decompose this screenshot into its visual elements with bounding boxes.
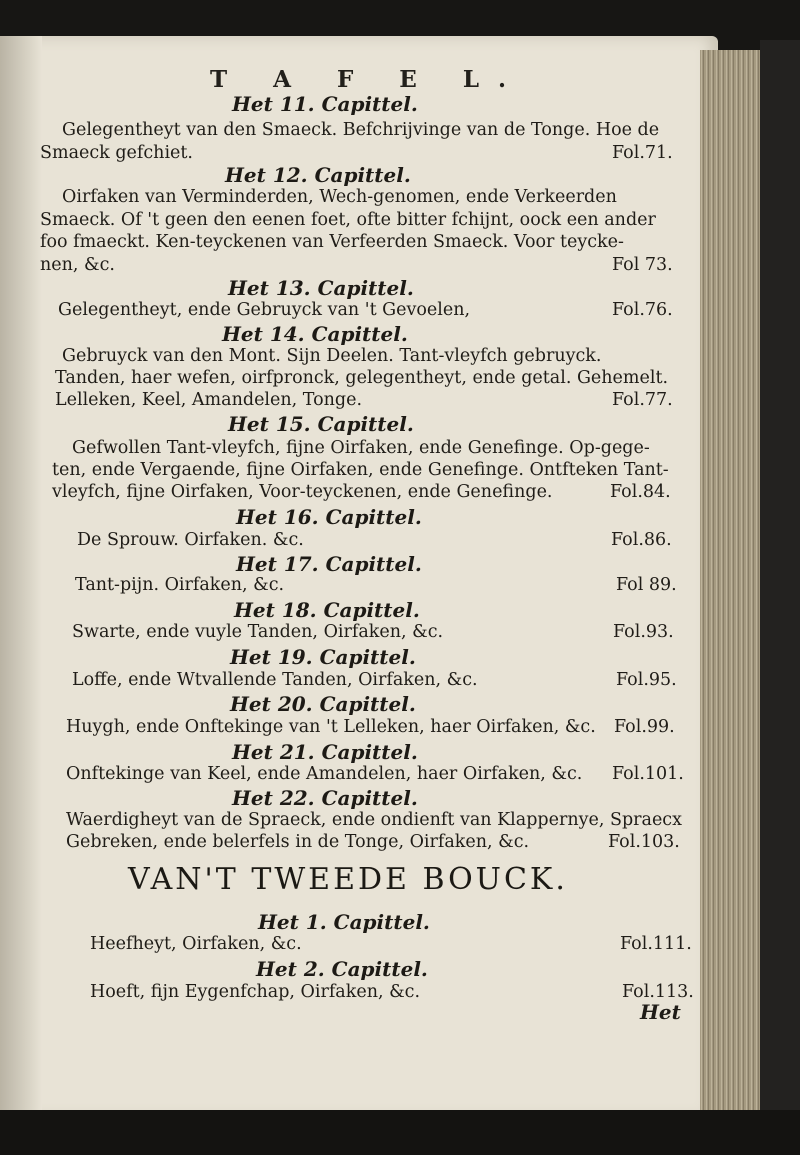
chapter-text: Hoeft, fijn Eygenfchap, Oirfaken, &c. — [90, 982, 421, 1002]
chapter-text: Gebreken, ende belerfels in de Tonge, Oirfaken, &c. — [66, 832, 530, 852]
chapter-text: Gebruyck van den Mont. Sijn Deelen. Tant-vleyfch gebruyck. — [62, 346, 602, 366]
folio-ref: Fol.113. — [622, 982, 694, 1002]
chapter-heading: Het 17. Capittel. — [236, 552, 422, 576]
folio-ref: Fol.95. — [616, 670, 677, 690]
folio-ref: Fol.93. — [613, 622, 674, 642]
folio-ref: Fol.99. — [614, 717, 675, 737]
chapter-heading: Het 19. Capittel. — [230, 645, 416, 669]
folio-ref: Fol.84. — [610, 482, 671, 502]
chapter-text: De Sprouw. Oirfaken. &c. — [77, 530, 304, 550]
chapter-text: Tanden, haer wefen, oirfpronck, gelegentheyt, ende getal. Gehemelt. — [55, 368, 669, 388]
chapter-text: foo fmaeckt. Ken-teyckenen van Verfeerden Smaeck. Voor teycke- — [40, 232, 624, 252]
chapter-text: Tant-pijn. Oirfaken, &c. — [75, 575, 285, 595]
chapter-text: Waerdigheyt van de Spraeck, ende ondienft van Klappernye, Spraecx — [66, 810, 682, 830]
folio-ref: Fol.76. — [612, 300, 673, 320]
chapter-text: Huygh, ende Onftekinge van 't Lelleken, haer Oirfaken, &c. — [66, 717, 596, 737]
chapter-heading: Het 14. Capittel. — [222, 322, 408, 346]
catchword: Het — [640, 1000, 681, 1024]
folio-ref: Fol.77. — [612, 390, 673, 410]
book-heading: VAN'T TWEEDE BOUCK. — [128, 862, 568, 897]
chapter-heading: Het 11. Capittel. — [232, 92, 418, 116]
folio-ref: Fol.86. — [611, 530, 672, 550]
folio-ref: Fol.103. — [608, 832, 680, 852]
chapter-text: Swarte, ende vuyle Tanden, Oirfaken, &c. — [72, 622, 444, 642]
chapter-heading: Het 13. Capittel. — [228, 276, 414, 300]
page-gutter — [0, 36, 42, 1118]
page-title: T A F E L. — [210, 66, 526, 93]
chapter-heading: Het 16. Capittel. — [236, 505, 422, 529]
chapter-text: Gelegentheyt, ende Gebruyck van 't Gevoelen, — [58, 300, 471, 320]
chapter-heading: Het 20. Capittel. — [230, 692, 416, 716]
chapter-heading: Het 2. Capittel. — [256, 957, 428, 981]
chapter-heading: Het 18. Capittel. — [234, 598, 420, 622]
folio-ref: Fol.111. — [620, 934, 692, 954]
folio-ref: Fol.71. — [612, 143, 673, 163]
chapter-heading: Het 12. Capittel. — [225, 163, 411, 187]
chapter-text: ten, ende Vergaende, fijne Oirfaken, ende Genefinge. Ontfteken Tant- — [52, 460, 669, 480]
chapter-text: Heefheyt, Oirfaken, &c. — [90, 934, 302, 954]
chapter-text: Oirfaken van Verminderden, Wech-genomen, ende Verkeerden — [62, 187, 617, 207]
chapter-text: nen, &c. — [40, 255, 115, 275]
chapter-heading: Het 1. Capittel. — [258, 910, 430, 934]
chapter-heading: Het 15. Capittel. — [228, 412, 414, 436]
chapter-text: Smaeck. Of 't geen den eenen foet, ofte bitter fchijnt, oock een ander — [40, 210, 656, 230]
chapter-text: Lelleken, Keel, Amandelen, Tonge. — [55, 390, 363, 410]
chapter-text: Onftekinge van Keel, ende Amandelen, haer Oirfaken, &c. — [66, 764, 583, 784]
chapter-text: Smaeck gefchiet. — [40, 143, 193, 163]
chapter-text: Loffe, ende Wtvallende Tanden, Oirfaken, &c. — [72, 670, 478, 690]
chapter-text: vleyfch, fijne Oirfaken, Voor-teyckenen, ende Genefinge. — [52, 482, 553, 502]
folio-ref: Fol.101. — [612, 764, 684, 784]
background-shadow-right — [760, 40, 800, 1120]
chapter-heading: Het 22. Capittel. — [232, 786, 418, 810]
chapter-text: Gelegentheyt van den Smaeck. Befchrijvinge van de Tonge. Hoe de — [62, 120, 660, 140]
folio-ref: Fol 73. — [612, 255, 673, 275]
folio-ref: Fol 89. — [616, 575, 677, 595]
background-shadow-bottom — [0, 1110, 800, 1155]
chapter-text: Gefwollen Tant-vleyfch, fijne Oirfaken, ende Genefinge. Op-gege- — [72, 438, 650, 458]
chapter-heading: Het 21. Capittel. — [232, 740, 418, 764]
